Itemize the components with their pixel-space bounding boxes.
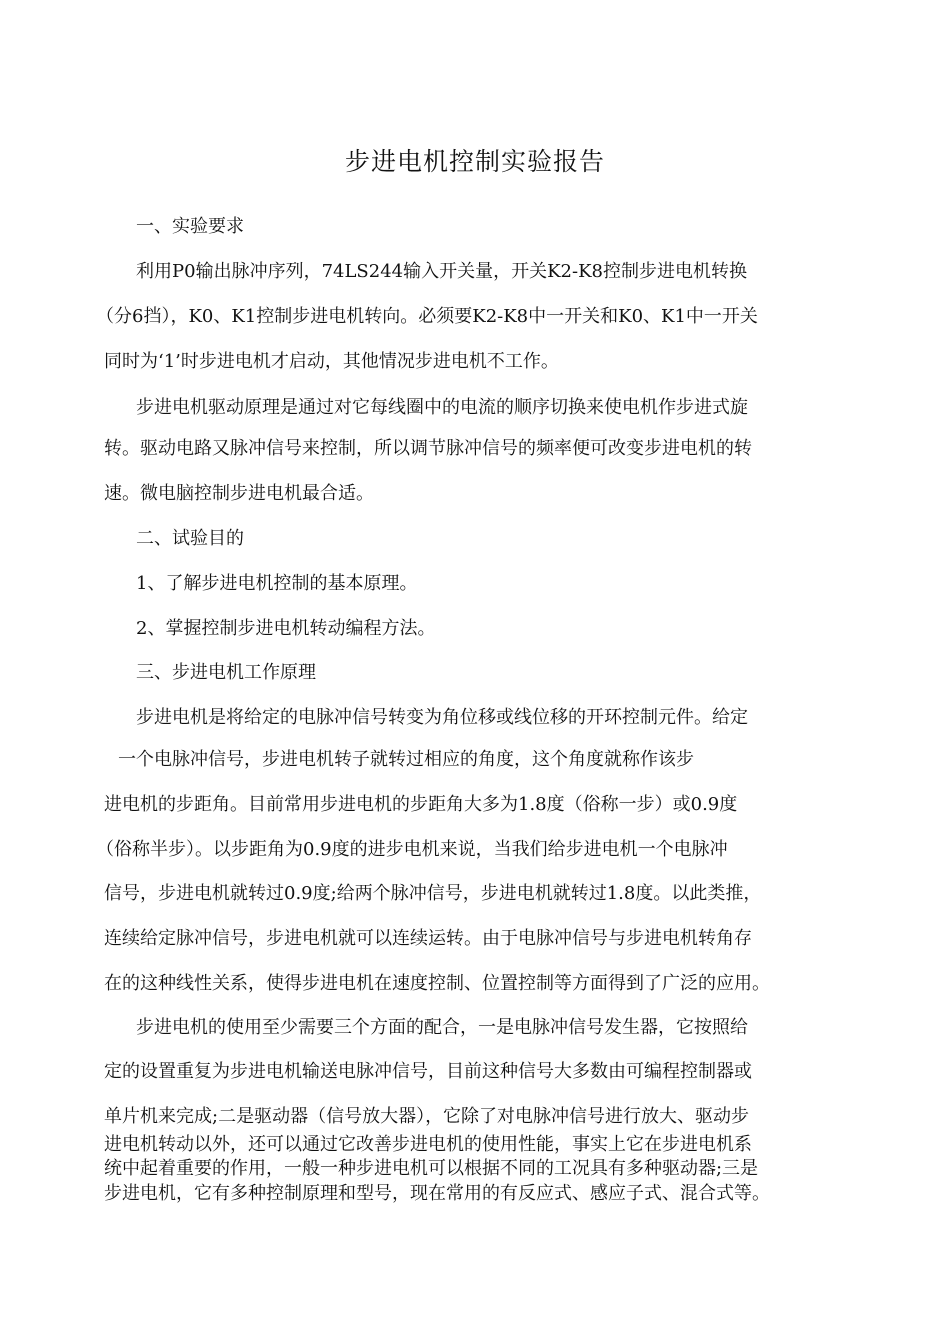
paragraph-line: 在的这种线性关系，使得步进电机在速度控制、位置控制等方面得到了广泛的应用。 [104,973,770,994]
paragraph-line: 步进电机驱动原理是通过对它每线圈中的电流的顺序切换来使电机作步进式旋 [136,397,748,418]
paragraph-line: 步进电机的使用至少需要三个方面的配合，一是电脉冲信号发生器，它按照给 [136,1017,748,1038]
paragraph-line: 速。微电脑控制步进电机最合适。 [104,483,374,504]
paragraph-line: 一个电脉冲信号，步进电机转子就转过相应的角度，这个角度就称作该步 [118,749,694,770]
list-item: 2、掌握控制步进电机转动编程方法。 [136,618,436,639]
section-heading-objectives: 二、试验目的 [136,528,244,549]
document-title: 步进电机控制实验报告 [344,147,605,176]
paragraph-line: 连续给定脉冲信号，步进电机就可以连续运转。由于电脉冲信号与步进电机转角存 [104,928,752,949]
paragraph-line: 进电机的步距角。目前常用步进电机的步距角大多为1.8度（俗称一步）或0.9度 [104,794,738,815]
paragraph-line: 转。驱动电路又脉冲信号来控制，所以调节脉冲信号的频率便可改变步进电机的转 [104,438,752,459]
paragraph-line: 同时为‘1’时步进电机才启动，其他情况步进电机不工作。 [104,351,559,372]
section-heading-requirements: 一、实验要求 [136,216,244,237]
section-heading-principle: 三、步进电机工作原理 [136,662,316,683]
paragraph-line: （俗称半步）。以步距角为0.9度的进步电机来说，当我们给步进电机一个电脉冲 [96,839,728,860]
paragraph-line: （分6挡），K0、K1控制步进电机转向。必须要K2-K8中一开关和K0、K1中一开关 [96,306,758,327]
paragraph-line: 步进电机，它有多种控制原理和型号，现在常用的有反应式、感应子式、混合式等。 [104,1183,770,1204]
paragraph-line: 单片机来完成;二是驱动器（信号放大器），它除了对电脉冲信号进行放大、驱动步 [104,1106,750,1127]
paragraph-line: 步进电机是将给定的电脉冲信号转变为角位移或线位移的开环控制元件。给定 [136,707,748,728]
paragraph-line: 进电机转动以外，还可以通过它改善步进电机的使用性能，事实上它在步进电机系 [104,1134,752,1155]
list-item: 1、了解步进电机控制的基本原理。 [136,573,418,594]
paragraph-line: 利用P0输出脉冲序列，74LS244输入开关量，开关K2-K8控制步进电机转换 [136,261,747,282]
paragraph-line: 统中起着重要的作用，一般一种步进电机可以根据不同的工况具有多种驱动器;三是 [104,1158,759,1179]
paragraph-line: 信号，步进电机就转过0.9度;给两个脉冲信号，步进电机就转过1.8度。以此类推， [104,883,762,904]
paragraph-line: 定的设置重复为步进电机输送电脉冲信号，目前这种信号大多数由可编程控制器或 [104,1061,752,1082]
